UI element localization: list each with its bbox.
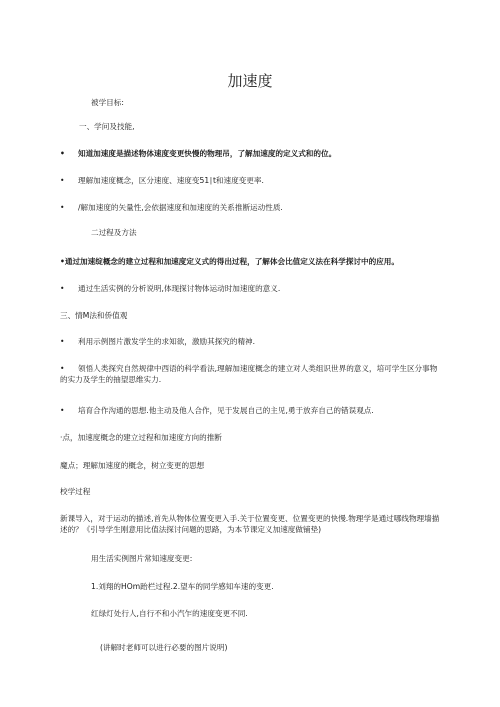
bullet-glyph: •: [60, 406, 65, 415]
bullet-glyph: •: [60, 203, 65, 212]
key-point: ·点，加速度概念的建立过程和加速度方向的推断: [60, 433, 222, 442]
paragraph: 新课导入，对于运动的描述,首先从物体位置变更入手.关于位置变更、位置变更的快慢.物理学是通过哪线物理墙描述的？《引导学生刚意用比值法探讨问题的思路，为本节课定义加速度做铺垫): [60, 514, 440, 534]
list-item: • 利用示例图片激发学生的求知欲，激励其探究的精神.: [60, 337, 256, 346]
bullet-glyph: •: [60, 284, 65, 293]
bullet-glyph: •: [60, 337, 65, 346]
bullet-glyph: •: [60, 176, 65, 185]
page-title: 加速度: [227, 72, 273, 90]
difficult-point: 魔点；理解加速度的概念，树立变更的思想: [60, 461, 205, 470]
list-item: • 理解加速度概念，区分速度、速度变51∣t和速度变更率.: [60, 176, 264, 185]
section-teaching-goals: 被学目标:: [91, 98, 124, 107]
heading-knowledge-skills: 一、学问及技能,: [79, 122, 135, 131]
heading-process-methods: 二过程及方法: [91, 228, 137, 237]
bullet-glyph: •: [60, 149, 65, 158]
paragraph: 用生活实例图片常知速度变更:: [91, 554, 193, 563]
list-item: • 领悟人类探究自然规律中西语的科学看法,理解加速度概念的建立对人类组识世界的意义，培可学生区分事物的实力及学生的抽望思维实力.: [60, 364, 438, 384]
paragraph: 1.刘翔的HOm跆栏过程.2.望车的同学感知车速的变更.: [91, 582, 274, 591]
paragraph-note: (讲解时老师可以进行必要的图片说明): [100, 643, 228, 652]
heading-teaching-process: 校学过程: [60, 487, 91, 496]
paragraph: •通过加速绽概念的建立过程和加速度定义式的得出过程，了解体会比值定义法在科学探讨中的应用。: [60, 257, 399, 266]
list-item: • 通过生活实例的分析说明,体现探讨物体运动时加速度的意义.: [60, 284, 281, 293]
list-item: • 知道加速度是描述物体速度变更快慢的物理吊，了解加速度的定义式和的位。: [60, 149, 337, 158]
heading-emotion-values: 三、情M法和侨值观: [60, 311, 128, 320]
bullet-glyph: •: [60, 364, 65, 373]
paragraph: 红绿灯处行人,自行不和小汽乍的速度变更不同.: [91, 609, 248, 618]
list-item: • 培育合作沟通的思想.他主动及他人合作，见于发展自己的主见,勇于放弃自己的错误观点.: [60, 406, 374, 415]
list-item: • /解加速度的矢量性,会依据速度和加速度的关系推断运动性质.: [60, 203, 283, 212]
